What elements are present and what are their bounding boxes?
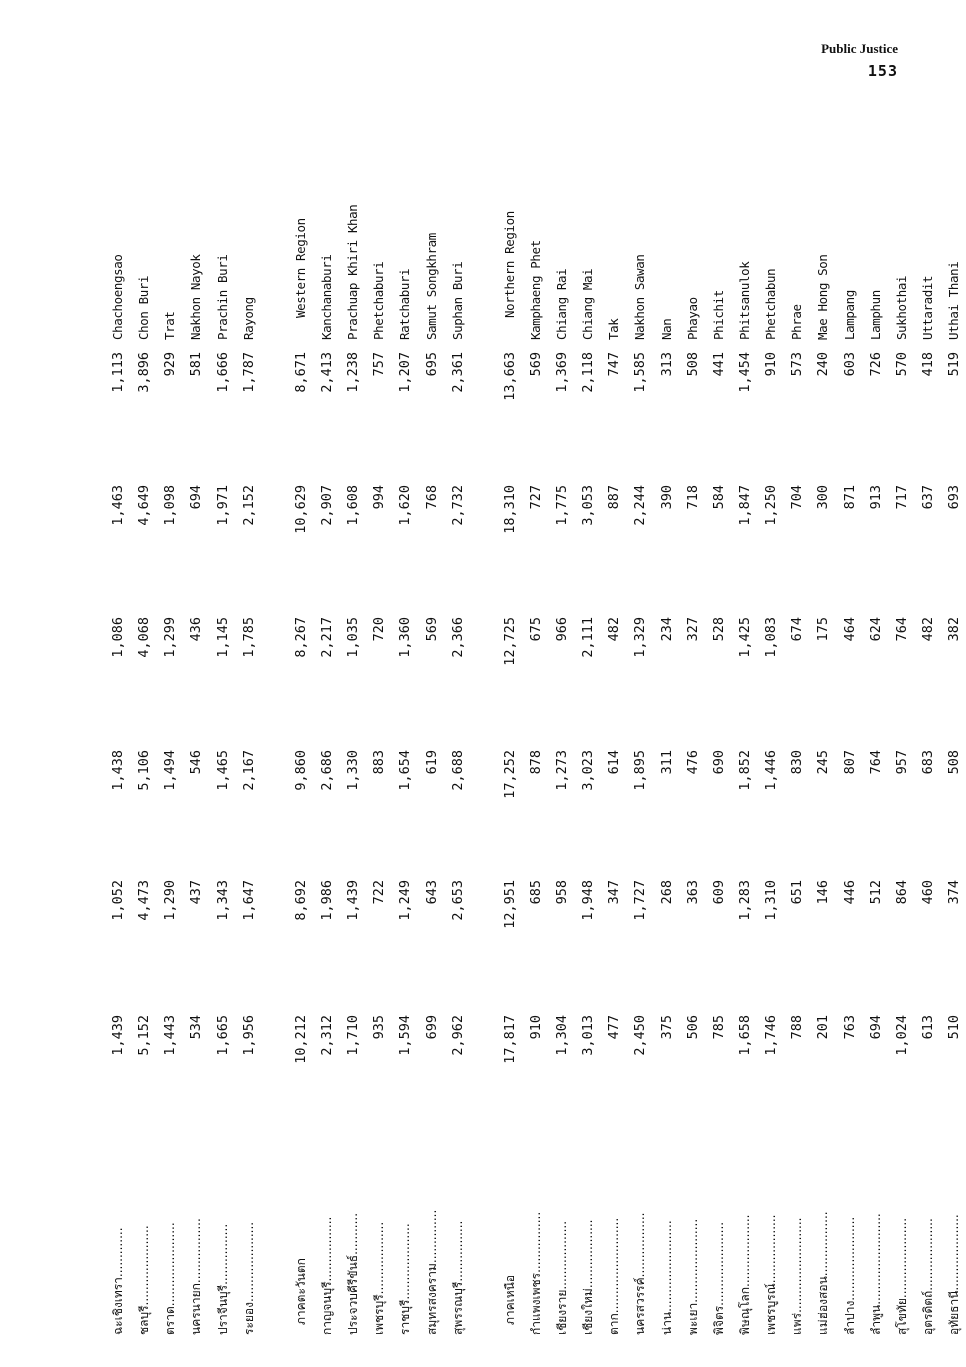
value-cell: 9,860 [292,750,309,791]
thai-name: ปราจีนบุรี................ [215,1223,230,1335]
value-cell: 437 [188,880,205,905]
table-row [941,185,966,1335]
value-cell: 581 [188,352,205,377]
value-cell: 1,304 [553,1015,570,1056]
thai-name: ประจวบคีรีขันธ์........... [346,1212,361,1335]
value-cell: 2,450 [632,1015,649,1056]
value-cell: 1,775 [553,485,570,526]
value-cell: 609 [710,880,727,905]
value-cell: 201 [815,1015,832,1040]
value-cell: 614 [606,750,623,775]
value-cell: 327 [684,617,701,642]
thai-name: ระยอง..................... [241,1221,256,1335]
value-cell: 675 [527,617,544,642]
thai-name: ภาคเหนือ [502,1274,517,1325]
value-cell: 2,152 [240,485,257,526]
value-cell: 935 [371,1015,388,1040]
value-cell: 1,852 [737,750,753,791]
value-cell: 546 [188,750,205,775]
value-cell: 2,361 [449,352,466,393]
value-cell: 10,629 [292,485,309,534]
english-name: Western Region [292,218,308,318]
value-cell: 1,086 [110,617,126,658]
value-cell: 2,688 [449,750,466,791]
value-cell: 12,951 [501,880,518,929]
value-cell: 1,283 [737,880,753,921]
value-cell: 1,454 [737,352,753,393]
value-cell: 966 [553,617,570,642]
table-row [732,185,758,1335]
table-row [837,185,863,1335]
english-name: Chiang Rai [553,268,569,340]
value-cell: 603 [841,352,858,377]
table-row [392,185,418,1335]
value-cell: 1,343 [214,880,231,921]
value-cell: 446 [841,880,858,905]
value-cell: 690 [710,750,727,775]
running-head [821,40,898,84]
value-cell: 1,145 [214,617,231,658]
value-cell: 382 [946,617,963,642]
value-cell: 1,746 [763,1015,780,1056]
thai-name: ราชบุรี.................... [398,1223,413,1335]
value-cell: 1,727 [632,880,649,921]
value-cell: 1,787 [240,352,257,393]
value-cell: 17,817 [501,1015,518,1064]
value-cell: 717 [893,485,910,510]
region-row [497,185,523,1335]
value-cell: 1,895 [632,750,649,791]
value-cell: 460 [920,880,937,905]
value-cell: 1,665 [214,1015,231,1056]
table-row [366,185,392,1335]
value-cell: 720 [371,617,388,642]
english-name: Mae Hong Son [815,254,831,340]
value-cell: 929 [162,352,179,377]
value-cell: 5,106 [136,750,153,791]
english-name: Phrae [789,304,805,340]
thai-name: แม่ฮ่องสอน................. [816,1211,831,1335]
value-cell: 464 [841,617,858,642]
value-cell: 619 [423,750,440,775]
value-cell: 2,217 [318,617,335,658]
table-row [810,185,836,1335]
table-row [314,185,340,1335]
value-cell: 347 [606,880,623,905]
value-cell: 3,896 [136,352,153,393]
value-cell: 245 [815,750,832,775]
value-cell: 1,463 [110,485,126,526]
table-row [445,185,471,1335]
table-row [549,185,575,1335]
value-cell: 2,686 [318,750,335,791]
value-cell: 146 [815,880,832,905]
value-cell: 534 [188,1015,205,1040]
value-cell: 637 [920,485,937,510]
value-cell: 624 [867,617,884,642]
value-cell: 240 [815,352,832,377]
value-cell: 871 [841,485,858,510]
thai-name: ชลบุรี..................... [137,1225,152,1335]
value-cell: 1,654 [397,750,414,791]
value-cell: 569 [527,352,544,377]
value-cell: 830 [789,750,806,775]
value-cell: 418 [920,352,937,377]
value-cell: 477 [606,1015,623,1040]
thai-name: ลำพูน........................ [868,1213,883,1335]
thai-name: ลำปาง...................... [842,1216,857,1335]
value-cell: 958 [553,880,570,905]
value-cell: 1,249 [397,880,414,921]
value-cell: 2,244 [632,485,649,526]
value-cell: 1,113 [110,352,126,393]
value-cell: 234 [658,617,675,642]
value-cell: 13,663 [501,352,518,401]
value-cell: 1,329 [632,617,649,658]
thai-name: พิจิตร...................... [711,1221,726,1335]
thai-name: ฉะเชิงเทรา............. [111,1227,125,1335]
value-cell: 570 [893,352,910,377]
value-cell: 643 [423,880,440,905]
value-cell: 718 [684,485,701,510]
value-cell: 1,035 [345,617,362,658]
value-cell: 18,310 [501,485,518,534]
value-cell: 4,473 [136,880,153,921]
thai-name: นครสวรรค์................. [633,1212,648,1335]
value-cell: 1,439 [345,880,362,921]
value-cell: 8,692 [292,880,309,921]
value-cell: 727 [527,485,544,510]
english-name: Trat [162,311,178,340]
table-row [915,185,941,1335]
value-cell: 441 [710,352,727,377]
value-cell: 519 [946,352,963,377]
value-cell: 763 [841,1015,858,1040]
english-name: Nan [658,318,674,340]
english-name: Nakhon Sawan [632,254,648,340]
value-cell: 722 [371,880,388,905]
value-cell: 2,653 [449,880,466,921]
value-cell: 693 [946,485,963,510]
value-cell: 1,439 [110,1015,126,1056]
value-cell: 8,671 [292,352,309,393]
value-cell: 512 [867,880,884,905]
table-row [105,185,131,1335]
english-name: Suphan Buri [449,261,465,340]
value-cell: 864 [893,880,910,905]
thai-name: เพชรบุรี................... [372,1221,387,1335]
english-name: Phetchabun [763,268,779,340]
english-name: Nakhon Nayok [188,254,204,340]
thai-name: กำแพงเพชร................ [528,1211,543,1335]
table-row [236,185,262,1335]
value-cell: 2,312 [318,1015,335,1056]
value-cell: 785 [710,1015,727,1040]
value-cell: 476 [684,750,701,775]
value-cell: 4,068 [136,617,153,658]
value-cell: 1,647 [240,880,257,921]
value-cell: 2,413 [318,352,335,393]
value-cell: 913 [867,485,884,510]
value-cell: 374 [946,880,963,905]
english-name: Phayao [684,297,700,340]
value-cell: 311 [658,750,675,775]
value-cell: 1,024 [893,1015,910,1056]
value-cell: 757 [371,352,388,377]
english-name: Uthai Thani [946,261,962,340]
page-number: 153 [867,62,898,80]
table-row [784,185,810,1335]
thai-name: อุทัยธานี.................... [947,1214,962,1335]
statistics-table [55,185,963,1335]
table-row [523,185,549,1335]
value-cell: 957 [893,750,910,775]
value-cell: 685 [527,880,544,905]
value-cell: 1,360 [397,617,414,658]
value-cell: 2,732 [449,485,466,526]
english-name: Samut Songkhram [423,233,439,340]
section-title: Public Justice [821,41,898,56]
value-cell: 695 [423,352,440,377]
english-name: Chon Buri [136,275,152,340]
value-cell: 3,023 [580,750,597,791]
english-name: Uttaradit [920,275,936,340]
table-row [889,185,915,1335]
thai-name: ตราด...................... [163,1222,178,1335]
value-cell: 8,267 [292,617,309,658]
english-name: Lamphun [867,290,883,340]
value-cell: 994 [371,485,388,510]
table-row [601,185,627,1335]
thai-name: พิษณุโลก................... [738,1214,752,1335]
value-cell: 508 [684,352,701,377]
value-cell: 910 [527,1015,544,1040]
value-cell: 12,725 [501,617,518,666]
table-row [654,185,680,1335]
value-cell: 699 [423,1015,440,1040]
value-cell: 1,310 [763,880,780,921]
value-cell: 506 [684,1015,701,1040]
thai-name: เพชรบูรณ์.................. [764,1214,779,1335]
value-cell: 2,366 [449,617,466,658]
value-cell: 313 [658,352,675,377]
value-cell: 375 [658,1015,675,1040]
value-cell: 1,608 [345,485,362,526]
region-row [288,185,314,1335]
table-row [157,185,183,1335]
thai-name: แพร่......................... [790,1217,805,1335]
english-name: Northern Region [501,211,517,318]
value-cell: 2,167 [240,750,257,791]
value-cell: 694 [188,485,205,510]
value-cell: 1,290 [162,880,179,921]
value-cell: 910 [763,352,780,377]
table-row [419,185,445,1335]
english-name: Prachin Buri [214,254,230,340]
value-cell: 528 [710,617,727,642]
thai-name: นครนายก................. [189,1218,204,1335]
value-cell: 510 [946,1015,963,1040]
value-cell: 1,956 [240,1015,257,1056]
value-cell: 1,620 [397,485,414,526]
value-cell: 1,443 [162,1015,179,1056]
english-name: Phetchaburi [371,261,387,340]
thai-name: สุโขทัย..................... [894,1217,909,1335]
value-cell: 2,962 [449,1015,466,1056]
english-name: Kamphaeng Phet [527,240,543,340]
table-row [210,185,236,1335]
value-cell: 1,494 [162,750,179,791]
value-cell: 482 [606,617,623,642]
table-row [680,185,706,1335]
value-cell: 3,013 [580,1015,597,1056]
thai-name: ตาก......................... [607,1217,622,1335]
thai-name: พะเยา...................... [685,1218,700,1335]
english-name: Rayong [240,297,256,340]
value-cell: 1,666 [214,352,231,393]
thai-name: กาญจนบุรี................. [319,1216,334,1335]
value-cell: 764 [893,617,910,642]
value-cell: 508 [946,750,963,775]
value-cell: 1,785 [240,617,257,658]
value-cell: 436 [188,617,205,642]
value-cell: 1,083 [763,617,780,658]
value-cell: 1,369 [553,352,570,393]
value-cell: 726 [867,352,884,377]
value-cell: 887 [606,485,623,510]
value-cell: 1,710 [345,1015,362,1056]
value-cell: 10,212 [292,1015,309,1064]
english-name: Prachuap Khiri Khan [345,204,361,340]
value-cell: 1,986 [318,880,335,921]
value-cell: 3,053 [580,485,597,526]
value-cell: 683 [920,750,937,775]
english-name: Chachoengsao [110,254,125,340]
value-cell: 1,971 [214,485,231,526]
table-row [575,185,601,1335]
value-cell: 1,594 [397,1015,414,1056]
value-cell: 878 [527,750,544,775]
value-cell: 1,446 [763,750,780,791]
thai-name: สมุทรสงคราม.............. [424,1209,439,1335]
value-cell: 5,152 [136,1015,153,1056]
value-cell: 1,465 [214,750,231,791]
value-cell: 1,250 [763,485,780,526]
value-cell: 175 [815,617,832,642]
value-cell: 2,111 [580,617,597,658]
value-cell: 747 [606,352,623,377]
table-row [340,185,366,1335]
thai-name: สุพรรณบุรี................ [450,1220,465,1335]
thai-name: อุตรดิตถ์................... [921,1218,936,1335]
english-name: Ratchaburi [397,268,413,340]
value-cell: 573 [789,352,806,377]
table-row [627,185,653,1335]
value-cell: 300 [815,485,832,510]
value-cell: 1,330 [345,750,362,791]
value-cell: 651 [789,880,806,905]
table-row [863,185,889,1335]
english-name: Tak [606,318,622,340]
value-cell: 2,118 [580,352,597,393]
value-cell: 1,098 [162,485,179,526]
thai-name: เชียงราย.................. [554,1220,569,1335]
value-cell: 482 [920,617,937,642]
value-cell: 694 [867,1015,884,1040]
thai-name: เชียงใหม่.................. [581,1219,596,1335]
value-cell: 2,907 [318,485,335,526]
value-cell: 4,649 [136,485,153,526]
value-cell: 1,425 [737,617,753,658]
value-cell: 1,658 [737,1015,753,1056]
value-cell: 584 [710,485,727,510]
value-cell: 1,438 [110,750,126,791]
value-cell: 788 [789,1015,806,1040]
value-cell: 674 [789,617,806,642]
value-cell: 1,948 [580,880,597,921]
table-row [131,185,157,1335]
english-name: Lampang [841,290,857,340]
english-name: Sukhothai [893,275,909,340]
value-cell: 704 [789,485,806,510]
value-cell: 807 [841,750,858,775]
value-cell: 17,252 [501,750,518,799]
value-cell: 1,207 [397,352,414,393]
value-cell: 1,273 [553,750,570,791]
value-cell: 390 [658,485,675,510]
english-name: Kanchanaburi [318,254,334,340]
thai-name: ภาคตะวันตก [293,1258,308,1325]
table-row [758,185,784,1335]
value-cell: 1,299 [162,617,179,658]
english-name: Phitsanulok [737,261,752,340]
value-cell: 1,052 [110,880,126,921]
english-name: Chiang Mai [580,268,596,340]
value-cell: 883 [371,750,388,775]
value-cell: 363 [684,880,701,905]
table-row [706,185,732,1335]
value-cell: 1,238 [345,352,362,393]
value-cell: 1,847 [737,485,753,526]
value-cell: 1,585 [632,352,649,393]
english-name: Phichit [710,290,726,340]
thai-name: น่าน........................ [659,1220,674,1335]
value-cell: 613 [920,1015,937,1040]
value-cell: 268 [658,880,675,905]
table-row [183,185,209,1335]
value-cell: 569 [423,617,440,642]
value-cell: 768 [423,485,440,510]
value-cell: 764 [867,750,884,775]
